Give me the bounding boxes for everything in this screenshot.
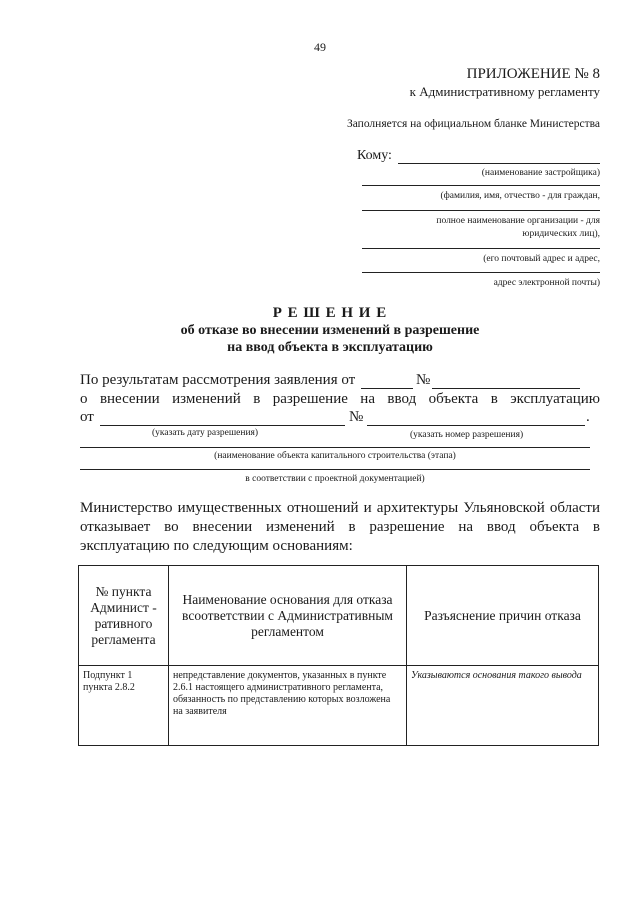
permit-date-field[interactable]: [100, 425, 345, 426]
table-header-row: [79, 566, 599, 666]
recipient-line-4[interactable]: [362, 248, 600, 249]
table-row: [79, 666, 599, 746]
cell-reason: непредставление документов, указанных в пункте 2.6.1 настоящего административного регламента, обязанность по представлению которых возложена на заявителя: [169, 666, 407, 746]
appendix-subtitle: к Административному регламенту: [409, 84, 600, 99]
header-clause: № пункта Админист - ративного регламента: [79, 566, 169, 666]
refusal-paragraph-3: эксплуатацию по следующим основаниям:: [80, 538, 353, 554]
recipient-hint-4: (его почтовый адрес и адрес,: [483, 254, 600, 264]
decision-subtitle-1: об отказе во внесении изменений в разрешение: [180, 323, 480, 338]
object-name-field[interactable]: [80, 447, 590, 448]
application-number-field[interactable]: [432, 388, 580, 389]
decision-title: Р Е Ш Е Н И Е: [272, 305, 388, 321]
blank-note: Заполняется на официальном бланке Министерства: [346, 118, 600, 130]
permit-num-label: №: [349, 409, 364, 425]
hint-object-name: (наименование объекта капитального строительства (этапа): [214, 451, 456, 461]
hint-permit-number: (указать номер разрешения): [410, 430, 524, 440]
header-explanation: Разъяснение причин отказа: [407, 566, 599, 666]
recipient-hint-1: (наименование застройщика): [481, 168, 600, 178]
recipient-line-5[interactable]: [362, 272, 600, 273]
page-number: 49: [314, 40, 326, 54]
recipient-line-3[interactable]: [362, 210, 600, 211]
cell-explanation: Указываются основания такого вывода: [407, 666, 599, 746]
recipient-line-1[interactable]: [398, 163, 600, 164]
hint-permit-date: (указать дату разрешения): [152, 428, 259, 438]
recipient-hint-3a: полное наименование организации - для: [436, 216, 600, 226]
appendix-title: ПРИЛОЖЕНИЕ № 8: [466, 66, 600, 82]
permit-line-end: .: [586, 409, 590, 425]
permit-change-text: о внесении изменений в разрешение на ввод объекта в эксплуатацию: [80, 391, 600, 407]
permit-number-field[interactable]: [367, 425, 585, 426]
header-reason: Наименование основания для отказа всоответствии с Административным регламентом: [169, 566, 407, 666]
refusal-grounds-table: [78, 565, 599, 746]
permit-from-label: от: [80, 409, 94, 425]
recipient-hint-5: адрес электронной почты): [493, 278, 600, 288]
application-date-field[interactable]: [361, 388, 413, 389]
object-docs-field[interactable]: [80, 469, 590, 470]
refusal-paragraph-2: отказывает во внесении изменений в разрешение на ввод объекта в: [80, 519, 600, 535]
to-label: Кому:: [357, 148, 392, 163]
hint-project-docs: в соответствии с проектной документацией): [245, 474, 425, 484]
cell-clause: Подпункт 1 пункта 2.8.2: [79, 666, 169, 746]
application-text: По результатам рассмотрения заявления от: [80, 372, 356, 388]
recipient-hint-3b: юридических лиц),: [522, 229, 600, 239]
refusal-paragraph-1: Министерство имущественных отношений и архитектуры Ульяновской области: [80, 500, 600, 516]
decision-subtitle-2: на ввод объекта в эксплуатацию: [227, 340, 433, 355]
recipient-line-2[interactable]: [362, 185, 600, 186]
application-num-label: №: [416, 372, 431, 388]
recipient-hint-2: (фамилия, имя, отчество - для граждан,: [440, 191, 600, 201]
